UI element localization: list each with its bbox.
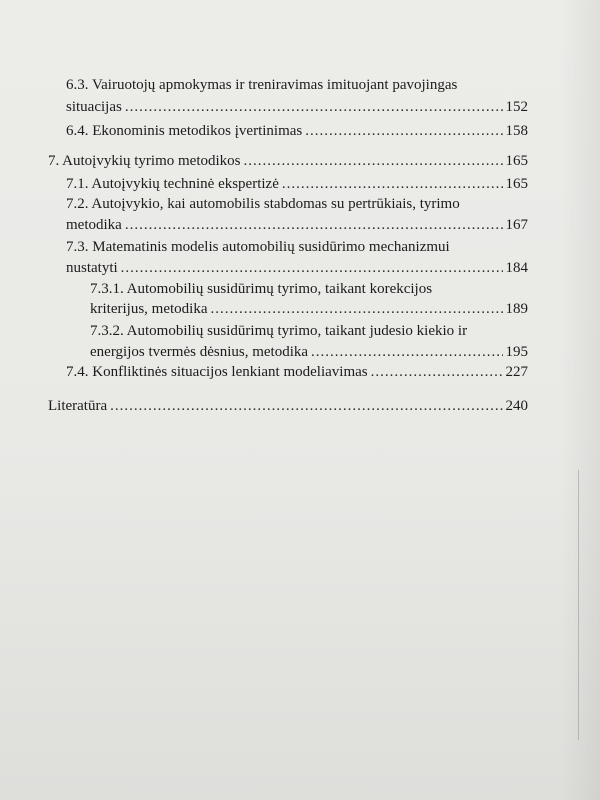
toc-entry-7-3-1-line2 — [90, 298, 528, 320]
toc-entry-7-2-line1 — [66, 193, 528, 215]
toc-entry-7-3-line1 — [66, 236, 528, 258]
dot-leader — [305, 120, 502, 142]
toc-entry-7-1 — [66, 173, 528, 195]
toc-entry-7-2-line2 — [66, 214, 528, 236]
page-number: 158 — [505, 123, 528, 139]
toc-entry-7 — [48, 150, 528, 172]
toc-entry-literatura — [48, 395, 528, 417]
toc-entry-6-3-line2 — [66, 96, 528, 118]
dot-leader — [210, 298, 502, 320]
toc-text: 7. Autoįvykių tyrimo metodikos — [48, 153, 241, 169]
toc-text: 7.3.2. Automobilių susidūrimų tyrimo, taikant judesio kiekio ir — [90, 323, 468, 339]
toc-entry-7-3-1-line1 — [90, 278, 528, 300]
toc-entry-7-3-line2 — [66, 257, 528, 279]
page-number: 184 — [505, 260, 528, 276]
dot-leader — [371, 361, 503, 383]
toc-text: kriterijus, metodika — [90, 301, 208, 317]
dot-leader — [110, 395, 502, 417]
toc-text: 7.4. Konfliktinės situacijos lenkiant modeliavimas — [66, 364, 368, 380]
toc-entry-6-4 — [66, 120, 528, 142]
dot-leader — [244, 150, 503, 172]
toc-text: 7.3. Matematinis modelis automobilių susidūrimo mechanizmui — [66, 239, 450, 255]
toc-text: 7.2. Autoįvykio, kai automobilis stabdomas su pertrūkiais, tyrimo — [66, 196, 460, 212]
toc-text: 7.3.1. Automobilių susidūrimų tyrimo, taikant korekcijos — [90, 281, 433, 297]
page-number: 189 — [505, 301, 528, 317]
toc-text: 6.4. Ekonominis metodikos įvertinimas — [66, 123, 303, 139]
toc-text: 7.1. Autoįvykių techninė ekspertizė — [66, 176, 279, 192]
toc-entry-6-3-line1 — [66, 74, 528, 96]
page-number: 195 — [505, 344, 528, 360]
toc-text: energijos tvermės dėsnius, metodika — [90, 344, 309, 360]
dot-leader — [282, 173, 503, 195]
dot-leader — [125, 96, 503, 118]
toc-text: situacijas — [66, 99, 122, 115]
toc-entry-7-3-2-line1 — [90, 320, 528, 342]
toc-text: nustatyti — [66, 260, 118, 276]
toc-text: 6.3. Vairuotojų apmokymas ir treniravimas imituojant pavojingas — [66, 77, 458, 93]
page-number: 240 — [505, 398, 528, 414]
page-number: 167 — [505, 217, 528, 233]
dot-leader — [125, 214, 503, 236]
page-number: 227 — [505, 364, 528, 380]
toc-entry-7-3-2-line2 — [90, 341, 528, 363]
page-number: 152 — [505, 99, 528, 115]
page-number: 165 — [505, 153, 528, 169]
dot-leader — [311, 341, 502, 363]
toc-text: Literatūra — [48, 398, 108, 414]
toc-text: metodika — [66, 217, 122, 233]
dot-leader — [121, 257, 503, 279]
page-number: 165 — [505, 176, 528, 192]
toc-entry-7-4 — [66, 361, 528, 383]
